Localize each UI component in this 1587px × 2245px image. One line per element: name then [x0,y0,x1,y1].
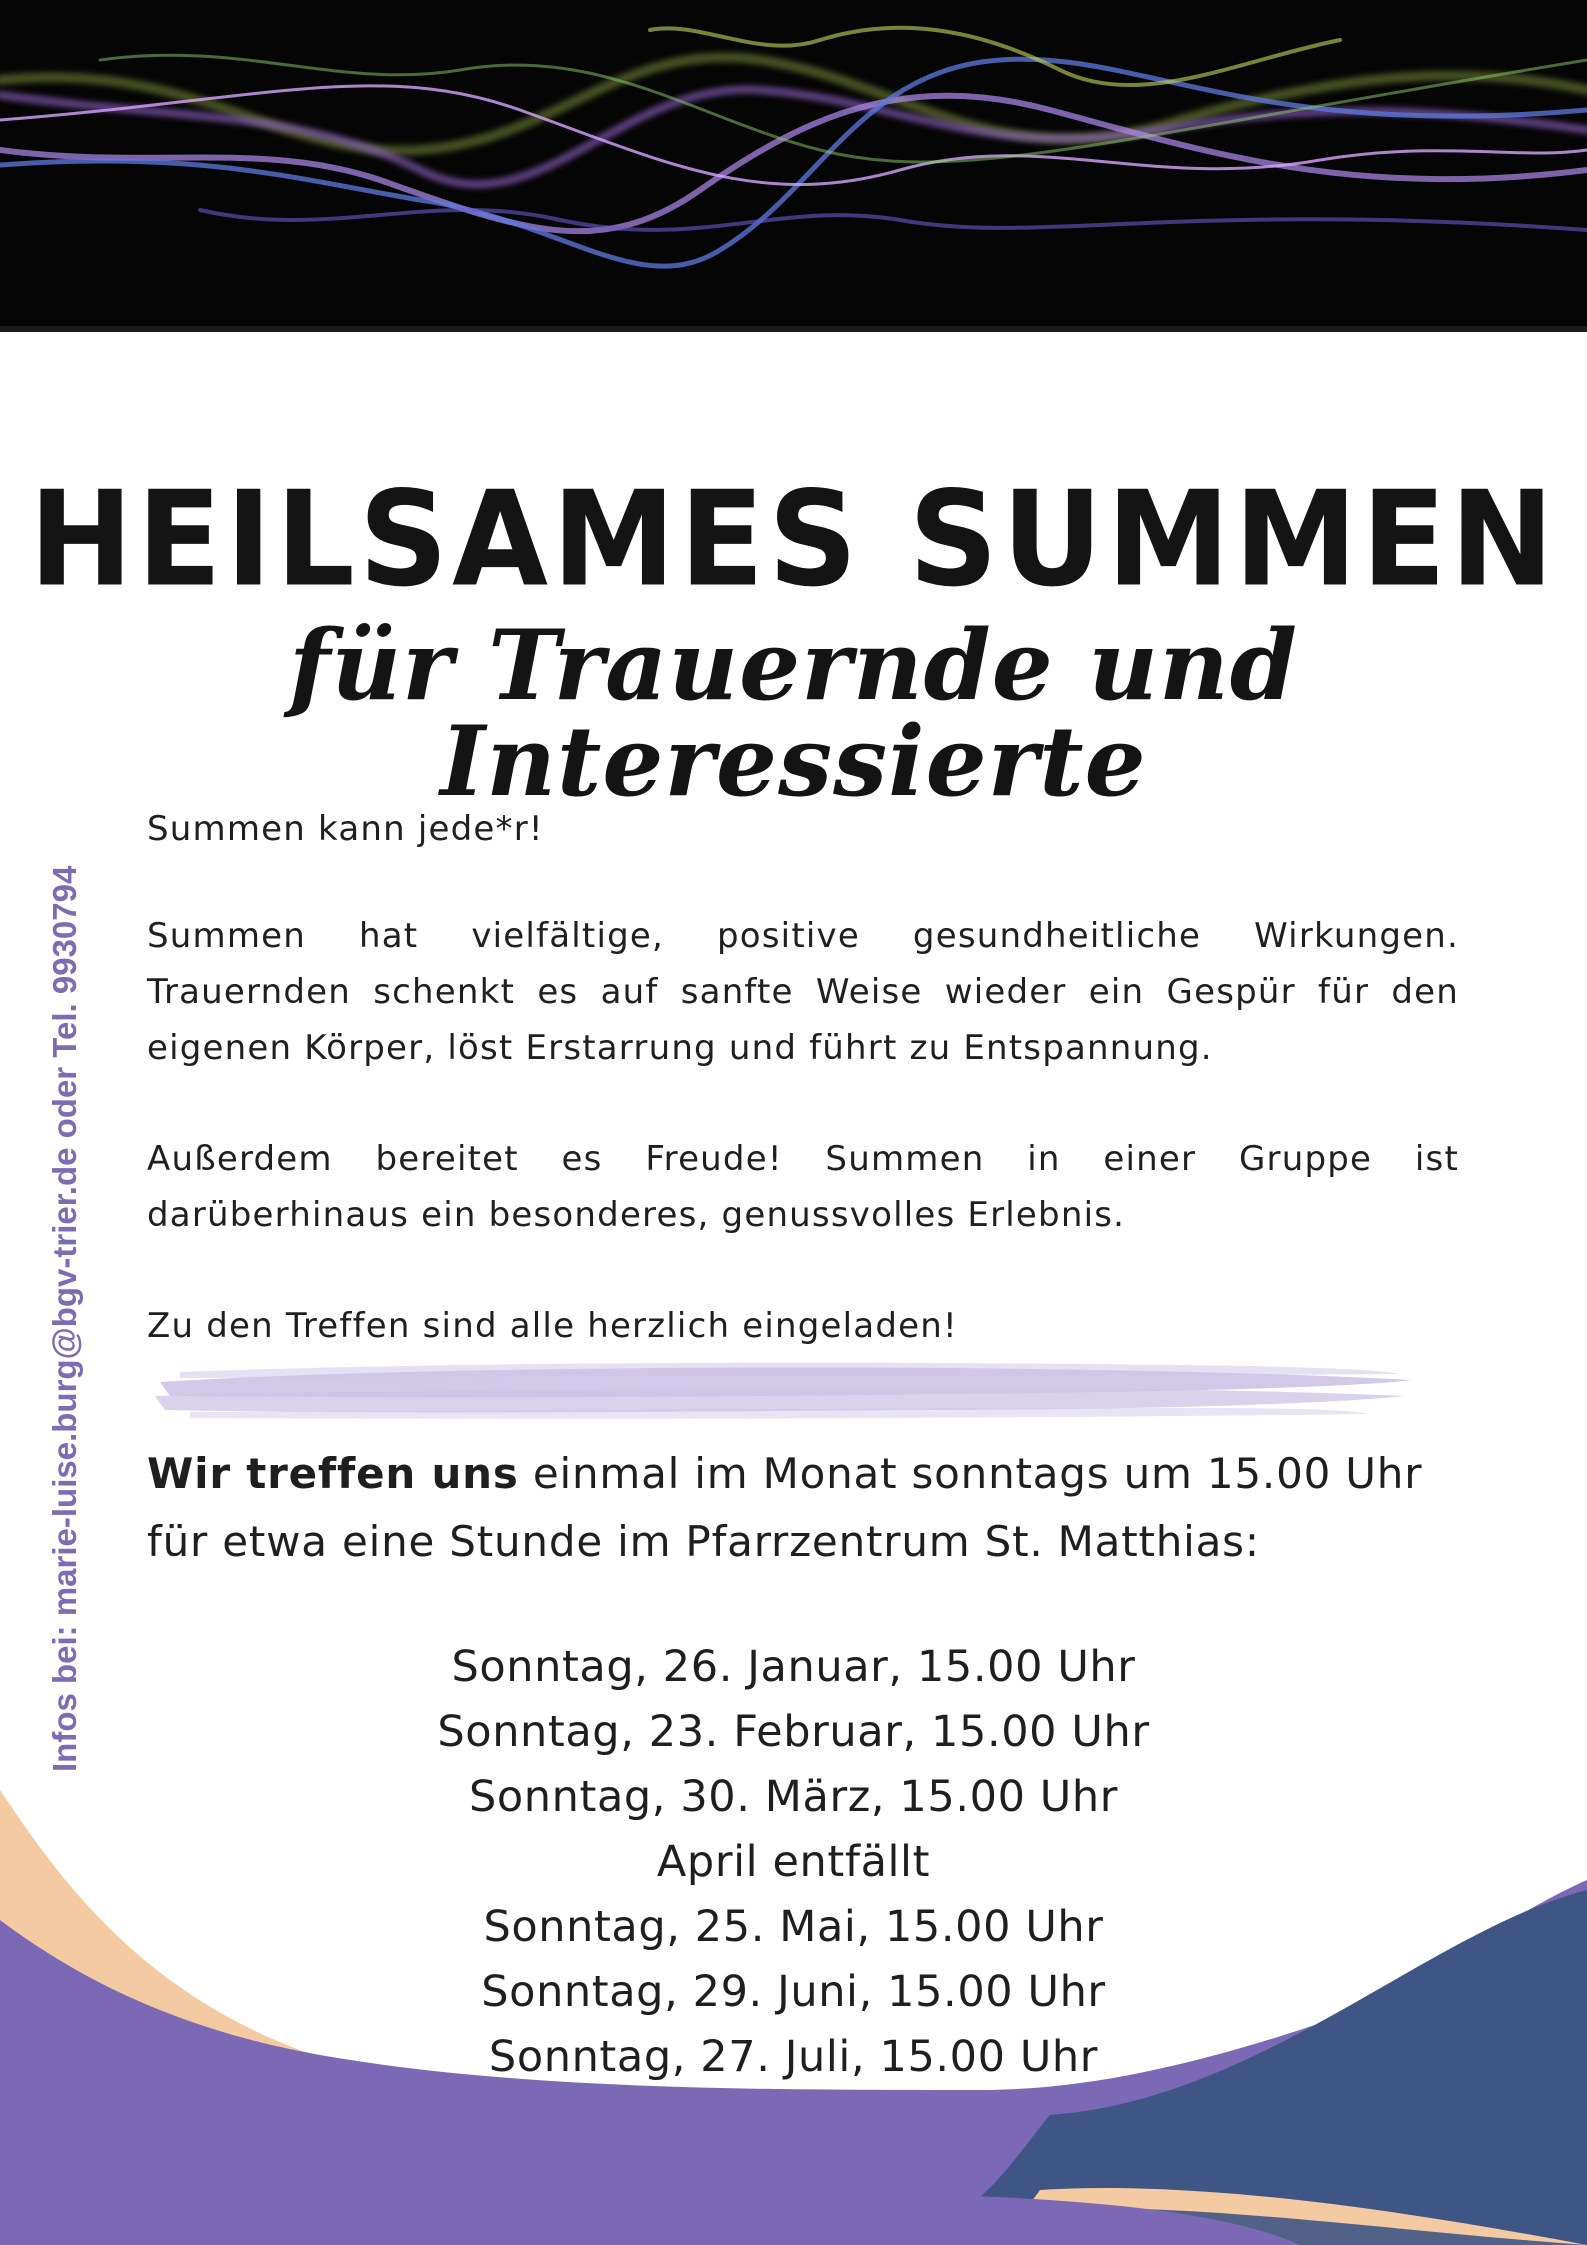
bottom-wave-decoration [0,1790,1587,2245]
schedule-item-july: Sonntag, 27. Juli, 15.00 Uhr [488,2032,1099,2082]
meeting-lead: Wir treffen uns [147,1449,519,1498]
schedule-item-february: Sonntag, 23. Februar, 15.00 Uhr [437,1707,1150,1757]
joy-paragraph: Außerdem bereitet es Freude! Summen in einer Gruppe ist darüberhinaus ein besonderes, genussvolles Erlebnis. [147,1139,1459,1235]
header-wave-image [0,0,1587,332]
schedule-item-may: Sonntag, 25. Mai, 15.00 Uhr [483,1902,1104,1952]
brush-stroke-divider [150,1352,1420,1427]
page-subtitle: für Trauernde und Interessierte [289,609,1298,818]
intro-paragraph: Summen kann jede*r! [147,809,544,849]
page-title: HEILSAMES SUMMEN [29,463,1558,617]
meeting-details: einmal im Monat sonntags um 15.00 Uhr für etwa eine Stunde im Pfarrzentrum St. Matthias: [147,1449,1423,1566]
meeting-info [147,1440,1477,1576]
schedule-item-january: Sonntag, 26. Januar, 15.00 Uhr [451,1642,1136,1692]
effects-paragraph: Summen hat vielfältige, positive gesundheitliche Wirkungen. Trauernden schenkt es auf sanfte Weise wieder ein Gespür für den eigenen Körper, löst Erstarrung und führt zu Entspannung. [147,916,1459,1068]
schedule-item-march: Sonntag, 30. März, 15.00 Uhr [468,1772,1118,1822]
schedule-item-april: April entfällt [656,1837,931,1887]
invitation-paragraph: Zu den Treffen sind alle herzlich eingeladen! [147,1306,958,1346]
schedule-item-june: Sonntag, 29. Juni, 15.00 Uhr [481,1967,1106,2017]
contact-info-vertical: Infos bei: marie-luise.burg@bgv-trier.de oder Tel. 9930794 [46,865,83,1773]
